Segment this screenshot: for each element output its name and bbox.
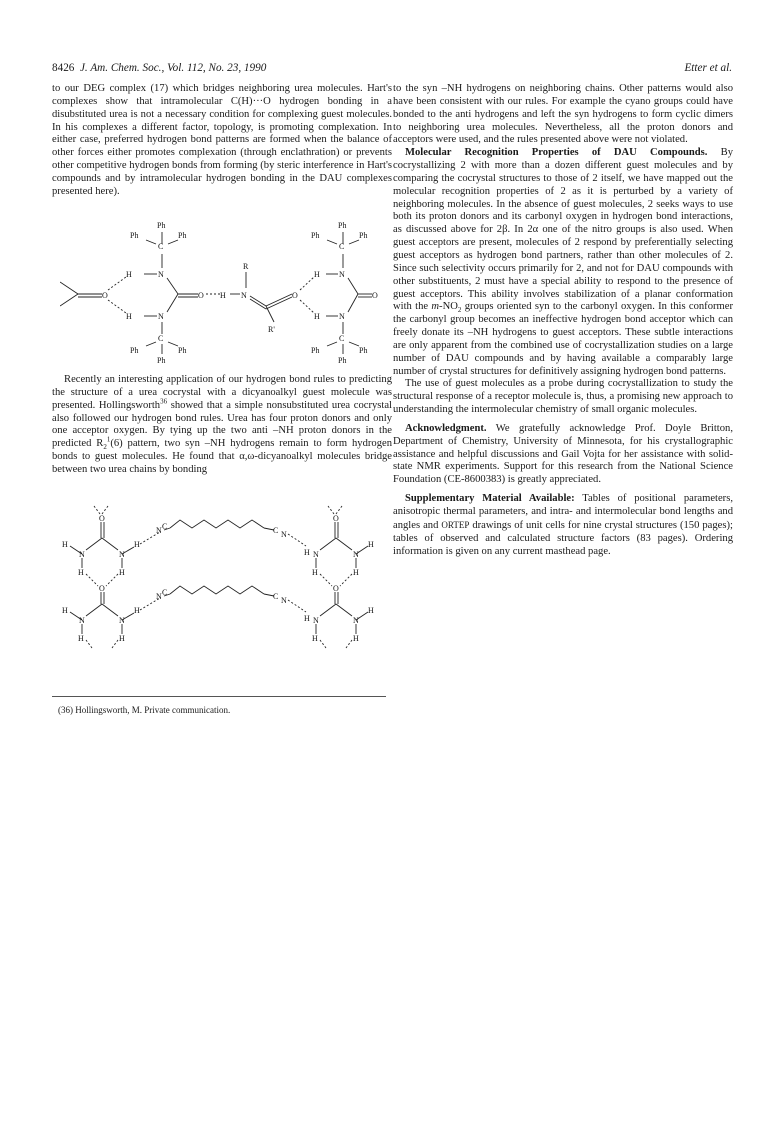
fig1-n-lower-left: N: [158, 312, 164, 321]
paragraph-guest-probe: The use of guest molecules as a probe during cocrystallization to study the structural response of a receptor molecule is, thus, a promising new approach to understanding the intermolecular chemistry of small organic molecules.: [393, 378, 733, 416]
fig1-h-center: H: [220, 291, 226, 300]
figure-urea-cocrystal: [52, 500, 384, 680]
fig2-h-2: H: [134, 540, 140, 549]
fig2-h-14: H: [368, 606, 374, 615]
supplementary-material: Supplementary Material Available: Tables of positional parameters, anisotropic thermal parameters, and intra- and intermolecular bond lengths and angles and ORTEP drawings of unit cells for nine crystal structures (150 pages); tables of observed and calculated structure factors (83 pages). Ordering information is given on any current masthead page.: [393, 493, 733, 557]
fig1-n-center: N: [241, 291, 247, 300]
fig1-ph-11: Ph: [338, 356, 347, 364]
fig1-h-upper-right: H: [314, 270, 320, 279]
fig1-c-upper-right: C: [339, 242, 345, 251]
fig1-ph-9: Ph: [359, 231, 368, 240]
fig1-o-left: O: [102, 291, 108, 300]
fig2-h-15: H: [312, 634, 318, 643]
fig2-o-2: O: [99, 584, 105, 593]
fig1-h-lower-left: H: [126, 312, 132, 321]
footnote-rule: [52, 696, 386, 697]
fig2-n-4: N: [119, 616, 125, 625]
fig2-c-cyano-1: C: [162, 522, 168, 531]
figure-dau-complex: [60, 214, 380, 364]
fig2-h-1: H: [62, 540, 68, 549]
fig2-h-3: H: [78, 568, 84, 577]
fig2-n-6: N: [353, 550, 359, 559]
journal-citation: J. Am. Chem. Soc., Vol. 112, No. 23, 1990: [79, 62, 267, 74]
header-author: Etter et al.: [684, 62, 732, 74]
fig2-n-cyano-1: N: [156, 526, 162, 535]
fig1-r: R: [243, 262, 249, 271]
fig1-h-upper-left: H: [126, 270, 132, 279]
fig2-n-7: N: [313, 616, 319, 625]
fig2-h-12: H: [312, 568, 318, 577]
fig2-o-4: O: [333, 584, 339, 593]
fig1-ph-7: Ph: [311, 231, 320, 240]
fig1-n-lower-right: N: [339, 312, 345, 321]
fig2-n-5: N: [313, 550, 319, 559]
fig1-ph-4: Ph: [130, 346, 139, 355]
fig1-ph-6: Ph: [178, 346, 187, 355]
fig1-n-upper-right: N: [339, 270, 345, 279]
right-column: [393, 83, 733, 558]
acknowledgment: Acknowledgment. We gratefully acknowledge Prof. Doyle Britton, Department of Chemistry, University of Minnesota, for his crystallographic assistance and helpful discussions and Gail Vojta for her assistance with solid-state NMR experiments. Support for this research from the National Science Foundation (CE-8600383) is greatly appreciated.: [393, 422, 733, 486]
fig2-n-3: N: [79, 616, 85, 625]
fig2-h-5: H: [62, 606, 68, 615]
left-column: [52, 83, 392, 199]
paragraph-hollingsworth: Recently an interesting application of our hydrogen bond rules to predicting the structure of a urea cocrystal with a dicyanoalkyl guest molecule was presented. Hollingsworth$^{36}$ showed that a simple nonsubstituted urea cocrystal also followed our hydrogen bond rules. Urea has four proton donors and only one acceptor oxygen. By tying up the two anti –NH proton donors in the predicted $R_2^1(6)$ pattern, two syn –NH hydrogens remain to form hydrogen bonds to guest molecules. He found that α,ω-dicyanoalkyl molecules bridge between two urea chains by bonding: [52, 374, 392, 475]
fig2-o-1: O: [99, 514, 105, 523]
fig2-h-6: H: [134, 606, 140, 615]
paragraph-molecular-recognition: Molecular Recognition Properties of DAU Compounds. By cocrystallizing 2 with more than a dozen different guest molecules and by comparing the cocrystal structures to those of 2 itself, we have mapped out the molecular recognition properties of 2 as it is perturbed by a variety of neighboring molecules. In the absence of guest molecules, 2 seeks ways to use both its proton donors and its carbonyl oxygen in hydrogen bond interactions, as discussed above for 2β. In 2α one of the nitro groups is also used. When guest acceptors are present, molecules of 2 respond by preferentially selecting guest acceptors as hydrogen bond partners, rather than other molecules of 2. Since such selectivity occurs primarily for 2, and not for DAU compounds with other substituents, 2 must have a special ability to respond to the presence of guest acceptors. This ability involves stabilization of a planar conformation with the $m-NO_2$ groups oriented syn to the carbonyl oxygen. In this conformer the carbonyl group becomes an ineffective hydrogen bond acceptor which can freely donate its –NH hydrogens to guest acceptors. These subtle interactions are only apparent from the combined use of cocrystallization studies on a large number of DAU compounds and by having available a comparably large number of crystal structures for definitively assigning hydrogen bond patterns.: [393, 147, 734, 377]
fig2-n-1: N: [79, 550, 85, 559]
fig1-c-lower-right: C: [339, 334, 345, 343]
fig1-r-prime: R': [268, 325, 275, 334]
header-left: [52, 62, 266, 74]
fig2-h-8: H: [119, 634, 125, 643]
fig2-n-cyano-2: N: [156, 592, 162, 601]
footnote-36: (36) Hollingsworth, M. Private communication.: [58, 705, 231, 715]
fig2-h-7: H: [78, 634, 84, 643]
fig1-ph-3: Ph: [178, 231, 187, 240]
fig2-h-4: H: [119, 568, 125, 577]
left-column-lower: [52, 374, 392, 477]
fig1-o-right: O: [372, 291, 378, 300]
running-header: [52, 62, 732, 76]
fig2-n-2: N: [119, 550, 125, 559]
fig1-ph-2: Ph: [157, 221, 166, 230]
page-number: 8426: [52, 62, 75, 74]
fig2-h-10: H: [304, 614, 310, 623]
fig1-n-upper-left: N: [158, 270, 164, 279]
fig2-n-cyano-4: N: [281, 596, 287, 605]
fig1-ph-10: Ph: [311, 346, 320, 355]
fig2-h-11: H: [368, 540, 374, 549]
fig2-n-cyano-3: N: [281, 530, 287, 539]
fig2-c-cyano-3: C: [273, 526, 279, 535]
fig1-o-center-left: O: [198, 291, 204, 300]
fig1-c-upper-left: C: [158, 242, 164, 251]
fig1-ph-1: Ph: [130, 231, 139, 240]
supplementary-heading: Supplementary Material Available:: [405, 493, 575, 505]
paragraph-continued-right: to the syn –NH hydrogens on neighboring chains. Other patterns would also have been consistent with our rules. For example the cyano groups could have bonded to the anti hydrogens and left the syn hydrogens to form cyclic dimers to neighboring urea molecules. Nevertheless, all the proton donors and acceptors were used, and the rules presented above were not violated.: [393, 83, 733, 146]
reference-36: 36: [160, 397, 168, 406]
fig2-o-3: O: [333, 514, 339, 523]
fig1-ph-8: Ph: [338, 221, 347, 230]
fig1-ph-12: Ph: [359, 346, 368, 355]
fig1-h-lower-right: H: [314, 312, 320, 321]
fig2-n-8: N: [353, 616, 359, 625]
acknowledgment-heading: Acknowledgment.: [405, 422, 487, 434]
fig1-o-center-right: O: [292, 291, 298, 300]
fig2-h-9: H: [304, 548, 310, 557]
fig1-c-lower-left: C: [158, 334, 164, 343]
fig2-h-16: H: [353, 634, 359, 643]
section-heading-molecular-recognition: Molecular Recognition Properties of DAU Compounds.: [405, 147, 708, 159]
fig2-h-13: H: [353, 568, 359, 577]
fig2-c-cyano-2: C: [162, 588, 168, 597]
fig1-ph-5: Ph: [157, 356, 166, 364]
paragraph-continued: to our DEG complex (17) which bridges neighboring urea molecules. Hart's complexes show that intramolecular C(H)···O hydrogen bonding in a disubstituted urea is not a necessary condition for complexing guest molecules. In his complexes a different factor, topology, is promoting complexation. In either case, preferred hydrogen bond patterns are formed when the balance of other forces either promotes complexation (through enclathration) or prevents other competitive hydrogen bonds from forming (by steric interference in Hart's compounds and by intramolecular hydrogen bonding in the DAU complexes presented here).: [52, 83, 392, 197]
fig2-c-cyano-4: C: [273, 592, 279, 601]
